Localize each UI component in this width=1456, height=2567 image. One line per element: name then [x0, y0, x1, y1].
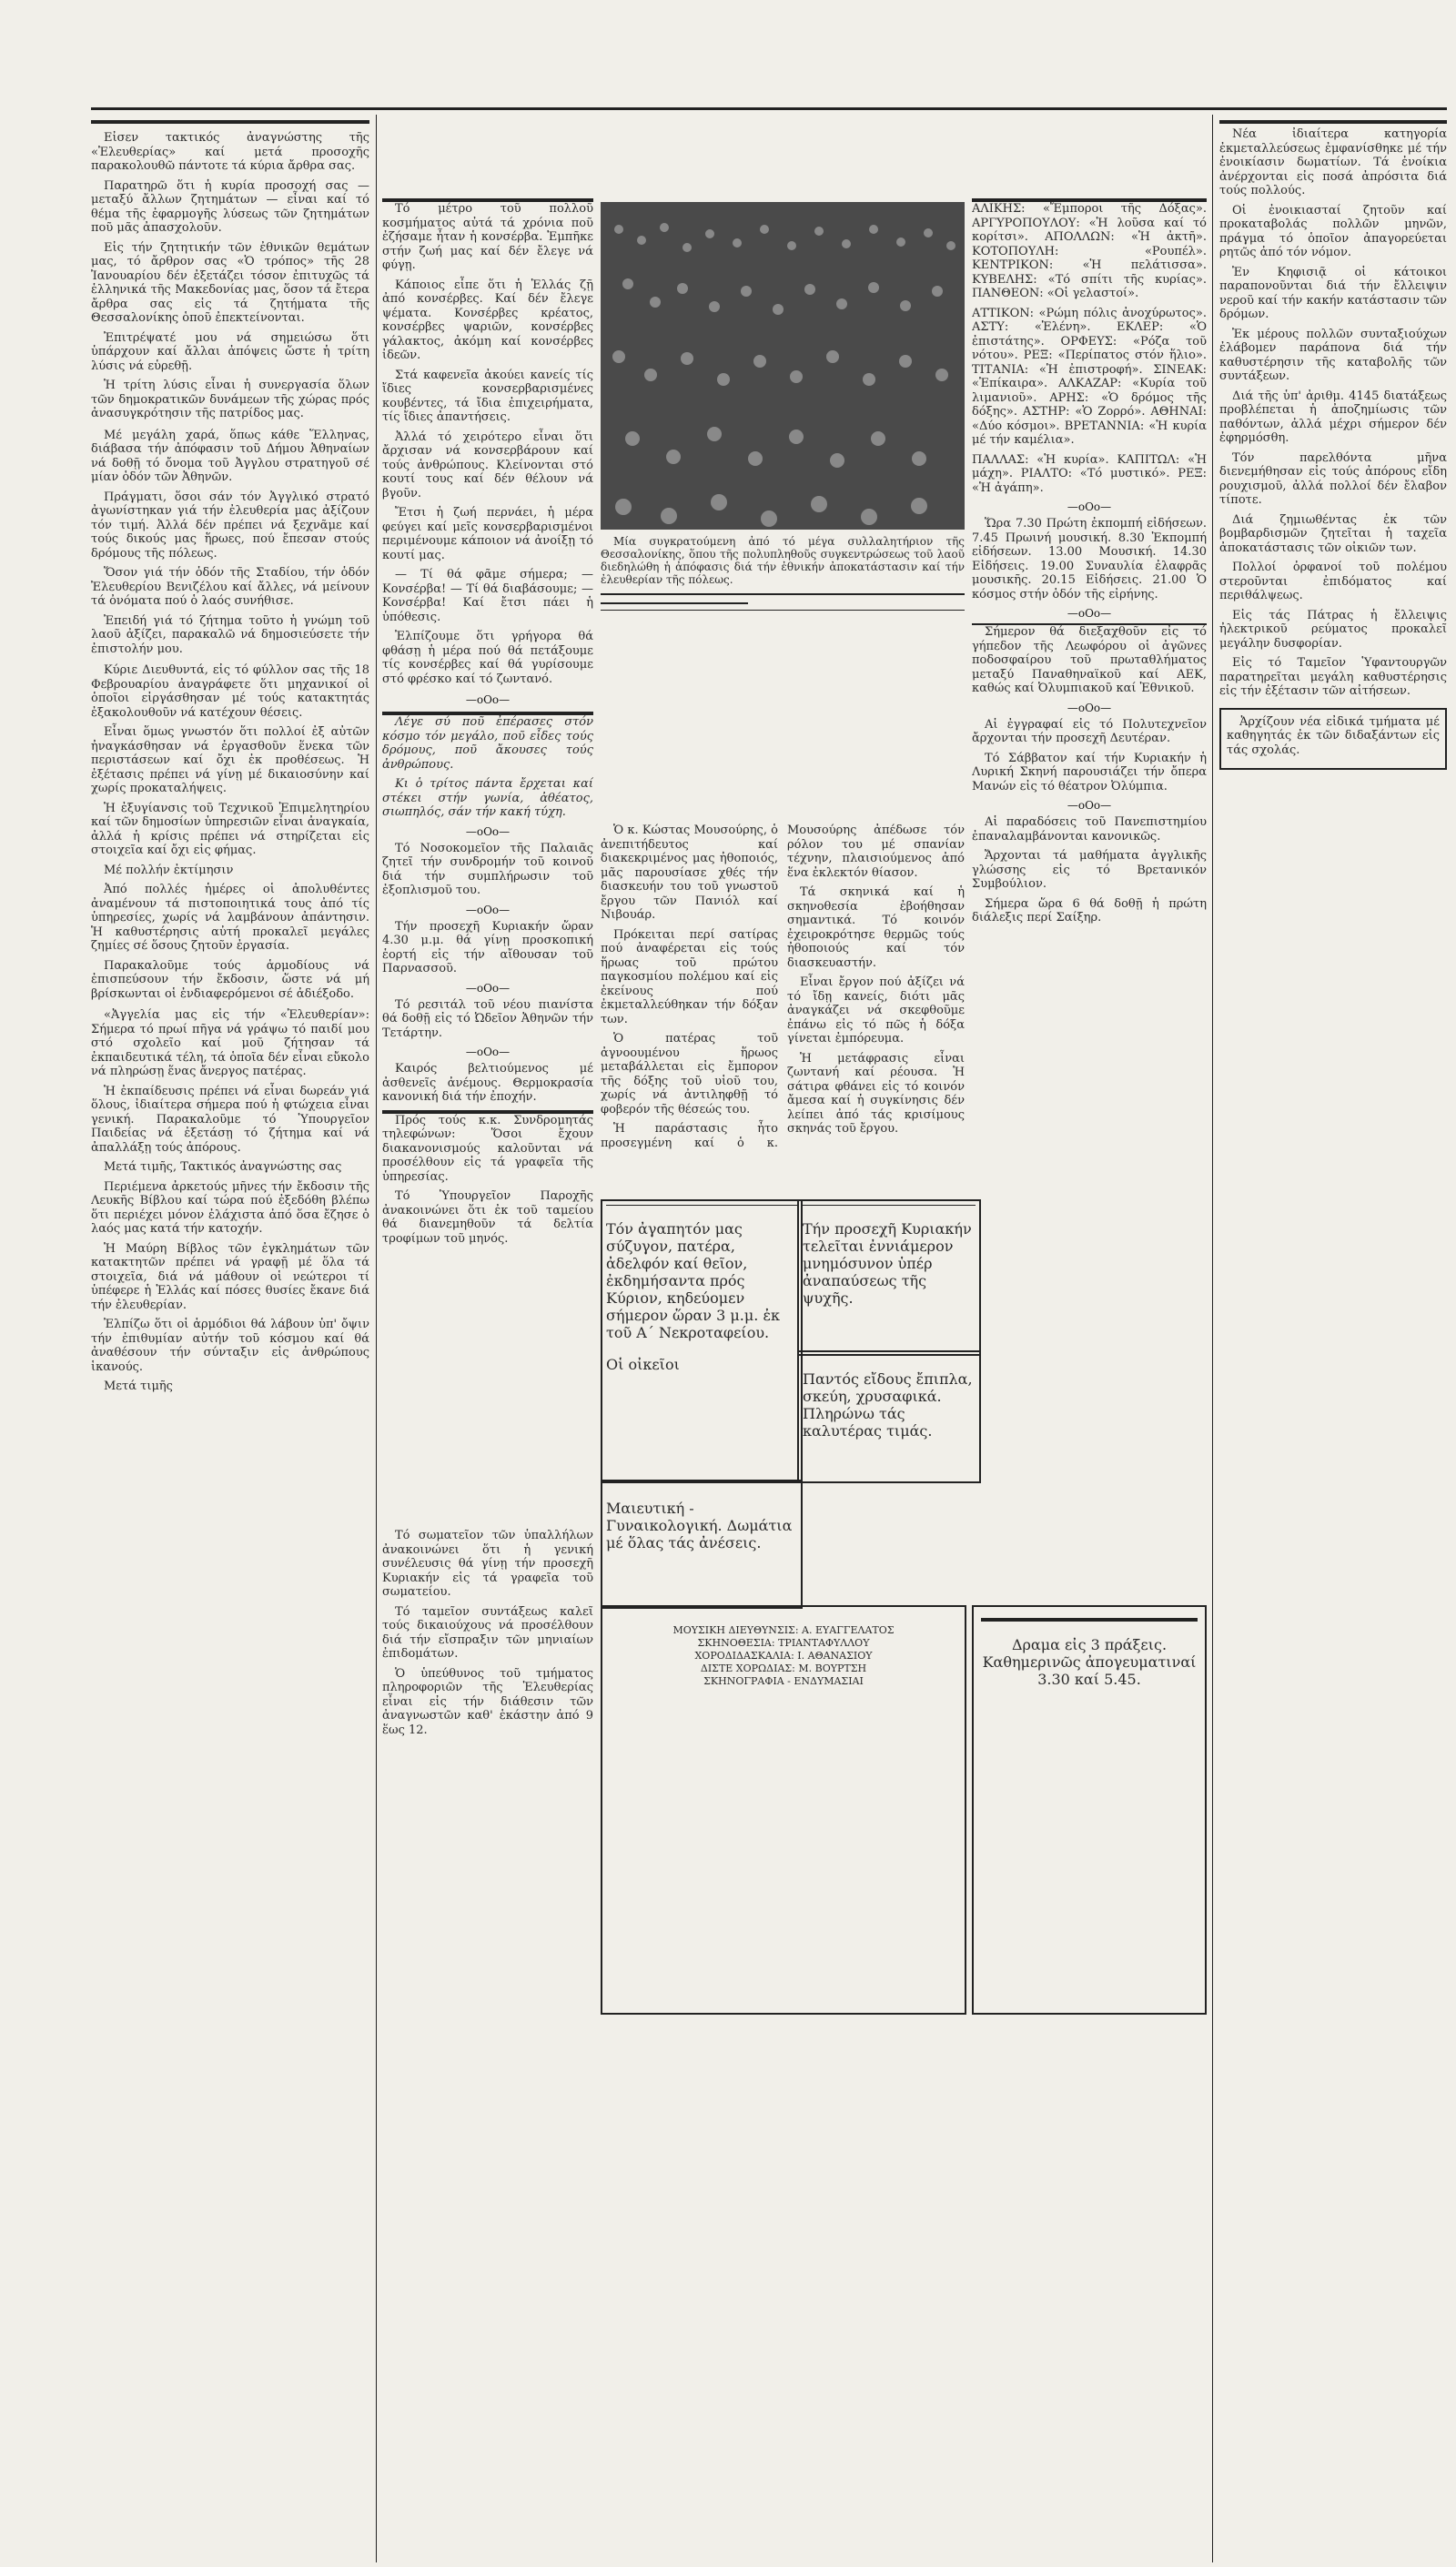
col2-lower — [382, 1529, 593, 2557]
complaint-body: Εἰς τάς Πάτρας ἡ ἔλλειψις ἠλεκτρικοῦ ρεύματος προκαλεῖ μεγάλην δυσφορίαν. — [1219, 608, 1447, 651]
section-body: Τό ρεσιτάλ τοῦ νέου πιανίστα θά δοθῇ εἰς τό Ὠδεῖον Ἀθηνῶν τήν Τετάρτην. — [382, 997, 593, 1040]
section-body: Τήν προσεχῆ Κυριακήν ὥραν 4.30 μ.μ. θά γίνῃ προσκοπική ἑορτή εἰς τήν αἴθουσαν τοῦ Παρνασσοῦ. — [382, 919, 593, 975]
mnimosynon-title — [803, 1205, 976, 1206]
separator: —οΟο— — [1067, 701, 1112, 714]
complaints-body: Νέα ἰδιαίτερα κατηγορία ἐκμεταλλεύσεως ἐμφανίσθηκε μέ τήν ἐνοικίασιν δωματίων. Τά ἐνοίκια ἀνέρχονται εἰς ποσά ἀπρόσιτα διά τούς πολλούς. Οἱ ἐνοικιασταί ζητοῦν καί προκαταβολάς πολλῶν μηνῶν, πράγμα τό ὁποῖον ἀπαγορεύεται ρητῶς ἀπό τόν νόμον. — [1219, 127, 1447, 259]
opera-credits: ΜΟΥΣΙΚΗ ΔΙΕΥΘΥΝΣΙΣ: Α. ΕΥΑΓΓΕΛΑΤΟΣ ΣΚΗΝΟΘΕΣΙΑ: ΤΡΙΑΝΤΑΦΥΛΛΟΥ ΧΟΡΟΔΙΔΑΣΚΑΛΙΑ: Ι. ΑΘΑΝΑΣΙΟΥ ΔΙΣΤΕ ΧΟΡΩΔΙΑΣ: Μ. ΒΟΥΡΤΣΗ ΣΚΗΝΟΓΡΑΦΙΑ - ΕΝΔΥΜΑΣΙΑΙ — [672, 1624, 895, 1687]
theatre-list: ΑΛΙΚΗΣ: «Ἔμποροι τῆς Δόξας». ΑΡΓΥΡΟΠΟΥΛΟΥ: «Ἡ λοῦσα καί τό κορίτσι». ΑΠΟΛΛΩΝ: «Ἡ ἀκτῆ». ΚΟΤΟΠΟΥΛΗ: «Ρουπέλ». ΚΕΝΤΡΙΚΟΝ: «Ἡ πελάτισσα». ΚΥΒΕΛΗΣ: «Τό σπίτι τῆς κυρίας». ΠΑΝΘΕΟΝ: «Οἱ γελαστοί». — [972, 202, 1207, 300]
agorazo-body: Παντός εἴδους ἔπιπλα, σκεύη, χρυσαφικά. Πληρώνω τάς καλυτέρας τιμάς. — [803, 1370, 973, 1440]
complaint-body: Διά ζημιωθέντας ἐκ τῶν βομβαρδισμῶν ζητεῖται ἡ ταχεῖα ἀποκατάστασις τῶν οἰκιῶν των. — [1219, 512, 1447, 555]
letter-body: Εἰσεν τακτικός ἀναγνώστης τῆς «Ἐλευθερίας» καί μετά προσοχῆς παρακολουθῶ πάντοτε τά κύρια ἄρθρα σας. Παρατηρῶ ὅτι ἡ κυρία προσοχή σας — μεταξύ ἄλλων ζητημάτων — εἶναι καί τό θέμα τῆς ἐφαρμογῆς λύσεως τῶν ζητημάτων ποῦ μᾶς ἀπασχολοῦν. Εἰς τήν ζητητικήν τῶν ἐθνικῶν θεμάτων μας, τό ἄρθρον σας «Ὁ τρόπος» τῆς 28 Ἰανουαρίου δέν ἐξετάζει τόσον ἐπιτυχῶς τά ἑλληνικά τῆς Μακεδονίας μας, ὅσον τά ἔτερα ἄρθρα σας εἰς τά ζητήματα τῆς Θεσσαλονίκης ὁποῦ ἐπεκτείνονται. Ἐπιτρέψατέ μου νά σημειώσω ὅτι ὑπάρχουν καί ἄλλαι ἀπόψεις ὥστε ἡ τρίτη λύσις νά εὑρεθῇ. Ἡ τρίτη λύσις εἶναι ἡ συνεργασία ὅλων τῶν δημοκρατικῶν δυνάμεων τῆς χώρας πρός ἀνασυγκρότησιν τῆς πατρίδος μας. — [91, 131, 369, 420]
kideiai-box — [601, 1199, 803, 1483]
exam-ad — [1219, 708, 1447, 771]
matches-body: Σήμερον θά διεξαχθοῦν εἰς τό γήπεδον τῆς Λεωφόρου οἱ ἀγῶνες ποδοσφαίρου τοῦ πρωταθλήματος μεταξύ Παναθηναϊκοῦ καί ΑΕΚ, καθώς καί Ὀλυμπιακοῦ καί Ἐθνικοῦ. — [972, 625, 1207, 695]
anakoinosis-body: Πρός τούς κ.κ. Συνδρομητάς τηλεφώνων: Ὅσοι ἔχουν διακανονισμούς καλοῦνται νά προσέλθουν εἰς τά γραφεῖα τῆς ὑπηρεσίας. Τό Ὑπουργεῖον Παροχῆς ἀνακοινώνει ὅτι ἐκ τοῦ ταμείου θά διανεμηθοῦν τά δελτία τροφίμων τοῦ μηνός. — [382, 1113, 593, 1246]
complaint-body: Ἐν Κηφισιᾷ οἱ κάτοικοι παραπονοῦνται διά τήν ἔλλειψιν νεροῦ καί τήν κακήν κατάστασιν τῶν δρόμων. — [1219, 265, 1447, 321]
separator: —οΟο— — [1067, 500, 1112, 513]
letter-body: «Ἀγγελία μας εἰς τήν «Ἐλευθερίαν»: Σήμερα τό πρωί πῆγα νά γράψω τό παιδί μου στό σχολεῖο καί μοῦ ζήτησαν τά ἐκπαιδευτικά τέλη, τά ὁποῖα δέν εἶναι εὔκολο νά πληρώσῃ ἕνας ἄνεργος πατέρας. Ἡ ἐκπαίδευσις πρέπει νά εἶναι δωρεάν γιά ὅλους, ἰδιαίτερα σήμερα πού ἡ φτώχεια εἶναι γενική. Παρακαλοῦμε τό Ὑπουργεῖον Παιδείας νά ἐξετάσῃ τό ζήτημα καί νά ἀπαλλάξῃ τούς ἀπόρους. Μετά τιμῆς, Τακτικός ἀναγνώστης σας — [91, 1008, 369, 1174]
separator: —οΟο— — [1067, 607, 1112, 620]
kotopouli-body: Δραμα εἰς 3 πράξεις. Καθημερινῶς ἀπογευματιναί 3.30 καί 5.45. — [982, 1636, 1197, 1688]
col2-lower-body: Τό σωματεῖον τῶν ὑπαλλήλων ἀνακοινώνει ὅτι ἡ γενική συνέλευσις θά γίνῃ τήν προσεχῆ Κυριακήν εἰς τά γραφεῖα τοῦ σωματείου. Τό ταμεῖον συντάξεως καλεῖ τούς δικαιούχους νά προσέλθουν διά τήν εἴσπραξιν τῶν μηνιαίων ἐπιδομάτων. Ὁ ὑπεύθυνος τοῦ τμήματος πληροφοριῶν τῆς Ἐλευθερίας εἶναι εἰς τήν διάθεσιν τῶν ἀναγνωστῶν καθ' ἑκάστην ἀπό 9 ἕως 12. — [382, 1529, 593, 1737]
separator: —οΟο— — [465, 981, 511, 995]
exam-ad-body: Ἀρχίζουν νέα εἰδικά τμήματα μέ καθηγητάς ἐκ τῶν διδαξάντων εἰς τάς σχολάς. — [1227, 714, 1440, 757]
cinema-list: ΑΤΤΙΚΟΝ: «Ρώμη πόλις ἀνοχύρωτος». ΑΣΤΥ: «Ἑλένη». ΕΚΛΕΡ: «Ὁ ἐπιστάτης». ΟΡΦΕΥΣ: «Ρόζα τοῦ νότου». ΡΕΞ: «Περίπατος στόν ἥλιο». ΤΙΤΑΝΙΑ: «Ἡ ἐπιστροφή». ΣΙΝΕΑΚ: «Ἐπίκαιρα». ΑΛΚΑΖΑΡ: «Κυρία τοῦ λιμανιοῦ». ΑΡΗΣ: «Ὁ δρόμος τῆς δόξης». ΑΣΤΗΡ: «Ὁ Ζορρό». ΑΘΗΝΑΙ: «Δύο κόσμοι». ΒΡΕΤΑΝΝΙΑ: «Ἡ κυρία μέ τήν καμέλια». — [972, 306, 1207, 447]
konserves-body: Τό μέτρο τοῦ πολλοῦ κοσμήματος αὐτά τά χρόνια ποῦ ἐζήσαμε ἦταν ἡ κονσέρβα. Ἐμπῆκε στήν ζωή μας καί δέν ἔλεγε νά φύγῃ. Κάποιος εἶπε ὅτι ἡ Ἑλλάς ζῇ ἀπό κονσέρβες. Καί δέν ἔλεγε ψέματα. Κονσέρβες κρέατος, κονσέρβες ψαριῶν, κονσέρβες γάλακτος, ἀκόμη καί κονσέρβες ἰδεῶν. Στά καφενεῖα ἀκούει κανείς τίς ἴδιες κονσερβαρισμένες κουβέντες, τά ἴδια ἐπιχειρήματα, τίς ἴδιες ἀπαντήσεις. Ἀλλά τό χειρότερο εἶναι ὅτι ἄρχισαν νά κονσερβάρουν καί τούς ἀνθρώπους. Κλείνονται στό κουτί τους καί δέν θέλουν νά βγοῦν. Ἔτσι ἡ ζωή περνάει, ἡ μέρα φεύγει καί μεῖς κονσερβαρισμένοι περιμένουμε κάποιον νά ἀνοίξῃ τό κουτί μας. — Τί θά φᾶμε σήμερα; — Κονσέρβα! — Τί θά διαβάσουμε; — Κονσέρβα! Καί ἔτσι πάει ἡ ὑπόθεσις. Ἐλπίζουμε ὅτι γρήγορα θά φθάσῃ ἡ μέρα πού θά πετάξουμε τίς κονσέρβες καί θά γυρίσουμε στό φρέσκο καί τό ζωντανό. — [382, 202, 593, 686]
theatre-label — [601, 602, 748, 604]
university-body: Αἱ παραδόσεις τοῦ Πανεπιστημίου ἐπαναλαμβάνονται κανονικῶς. — [972, 815, 1207, 844]
clinic-body: Μαιευτική - Γυναικολογική. Δωμάτια μέ ὅλας τάς ἀνέσεις. — [606, 1500, 793, 1551]
lyric-body: Τό Σάββατον καί τήν Κυριακήν ἡ Λυρική Σκηνή παρουσιάζει τήν ὄπερα Μανών εἰς τό θέατρον Ὀλύμπια. — [972, 751, 1207, 793]
letter-body: Ἀπό πολλές ἡμέρες οἱ ἀπολυθέντες ἀναμένουν τά πιστοποιητικά τους ἀπό τίς ὑπηρεσίες, χωρίς νά λαμβάνουν ἀπάντησιν. Ἡ καθυστέρησις αὐτή προκαλεῖ μεγάλες ζημίες σέ ὅσους ζητοῦν ἐργασία. Παρακαλοῦμε τούς ἁρμοδίους νά ἐπισπεύσουν τήν ἔκδοσιν, ὥστε νά μή βρίσκωνται οἱ ἐνδιαφερόμενοι σέ ἀδιέξοδο. — [91, 883, 369, 1001]
letter-body: Μέ μεγάλη χαρά, ὅπως κάθε Ἕλληνας, διάβασα τήν ἀπόφασιν τοῦ Δήμου Ἀθηναίων νά δοθῇ τό ὄνομα τοῦ Ἀγγλου στρατηγοῦ σέ μίαν ὁδόν τῶν Ἀθηνῶν. Πράγματι, ὅσοι σάν τόν Ἀγγλικό στρατό ἀγωνίστηκαν γιά τήν ἐλευθερία μας ἀξίζουν τόν τιμή. Ἀλλά δέν πρέπει νά ξεχνᾶμε καί τούς δικούς μας ἥρωες, πού ἔπεσαν στούς δρόμους τῆς πόλεως. Ὅσον γιά τήν ὁδόν τῆς Σταδίου, τήν ὁδόν Ἐλευθερίου Βενιζέλου καί ἄλλες, νά μείνουν τά ὀνόματα πού ὁ λαός συνήθισε. Ἐπειδή γιά τό ζήτημα τοῦτο ἡ γνώμη τοῦ λαοῦ ἀξίζει, παρακαλῶ νά δημοσιεύσετε τήν ἐπιστολήν μου. — [91, 428, 369, 656]
complaints-title — [1219, 120, 1447, 124]
tritos-poem: Λέγε σύ ποῦ ἐπέρασες στόν κόσμο τόν μεγάλο, ποῦ εἶδες τούς δρόμους, ποῦ ἄκουσες τούς ἀνθρώπους. Κι ὁ τρίτος πάντα ἔρχεται καί στέκει στήν γωνία, ἀθέατος, σιωπηλός, σάν τήν κακή τύχη. — [382, 715, 593, 819]
section-body: Τό Νοσοκομεῖον τῆς Παλαιᾶς ζητεῖ τήν συνδρομήν τοῦ κοινοῦ διά τήν συμπλήρωσιν τοῦ ἐξοπλισμοῦ του. — [382, 841, 593, 897]
masthead-rule — [91, 107, 1447, 110]
rally-photo — [601, 202, 965, 530]
complaint-body: Ἐκ μέρους πολλῶν συνταξιούχων ἐλάβομεν παράπονα διά τήν καθυστέρησιν τῆς καταβολῆς τῶν συντάξεων. — [1219, 327, 1447, 383]
kideiai-title — [606, 1205, 797, 1206]
separator: —οΟο— — [1067, 799, 1112, 812]
complaints-column — [1219, 120, 1447, 2545]
radio-body: Ὥρα 7.30 Πρώτη ἐκπομπή εἰδήσεων. 7.45 Πρωινή μουσική. 8.30 Ἐκπομπή εἰδήσεων. 13.00 Μουσική. 14.30 Εἰδήσεις. 19.00 Συναυλία ἐλαφρᾶς μουσικῆς. 20.15 Εἰδήσεις. 21.00 Ὁ κόσμος στήν ὁδόν τῆς εἰρήνης. — [972, 517, 1207, 601]
letter-body: Περιέμενα ἀρκετούς μῆνες τήν ἔκδοσιν τῆς Λευκῆς Βίβλου καί τώρα πού ἐξεδόθη βλέπω ὅτι περιέχει μόνον ἐλάχιστα ἀπό ὅσα ἔζησε ὁ λαός μας κατά τήν κατοχήν. Ἡ Μαύρη Βίβλος τῶν ἐγκλημάτων τῶν κατακτητῶν πρέπει νά γραφῇ μέ ὅλα τά στοιχεῖα, διά νά μάθουν οἱ νεώτεροι τί ὑπέφερε ἡ Ἑλλάς καί πόσες θυσίες ἔκανε διά τήν ἐλευθερίαν. Ἐλπίζω ὅτι οἱ ἁρμόδιοι θά λάβουν ὑπ' ὄψιν τήν ἐπιθυμίαν αὐτήν τοῦ κόσμου καί θά ἀναθέσουν τήν σύνταξιν εἰς ἀνθρώπους ἱκανούς. Μετά τιμῆς — [91, 1179, 369, 1393]
letters-title — [91, 120, 369, 124]
section-body: Καιρός βελτιούμενος μέ ἀσθενεῖς ἀνέμους. Θερμοκρασία κανονική διά τήν ἐποχήν. — [382, 1062, 593, 1104]
separator: —οΟο— — [465, 824, 511, 838]
opera-ad — [601, 1605, 966, 2015]
complaint-body: Πολλοί ὀρφανοί τοῦ πολέμου στεροῦνται ἐπιδόματος καί περιθάλψεως. — [1219, 561, 1447, 602]
kotopouli-name — [981, 1618, 1198, 1622]
clinic-ad — [601, 1480, 803, 1609]
polytechnic-body: Αἱ ἐγγραφαί εἰς τό Πολυτεχνεῖον ἄρχονται τήν προσεχῆ Δευτέραν. — [972, 717, 1207, 745]
complaint-body: Εἰς τό Ταμεῖον Ὑφαντουργῶν παρατηρεῖται μεγάλη καθυστέρησις εἰς τήν ἐξέτασιν τῶν αἰτήσεων. — [1219, 656, 1447, 698]
photo-caption: Μία συγκρατούμενη ἀπό τό μέγα συλλαλητήριον τῆς Θεσσαλονίκης, ὅπου τῆς πολυπληθοῦς συγκεντρώσεως τοῦ λαοῦ διεδηλώθη ἡ ἀπόφασις διά τήν ἐθνικήν ἀποκατάστασιν καί τήν ἐλευθερίαν τῆς πόλεως. — [601, 535, 965, 586]
letters-column — [91, 120, 369, 2545]
column-divider — [376, 115, 377, 2562]
english-body: Ἄρχονται τά μαθήματα ἀγγλικῆς γλώσσης εἰς τό Βρετανικόν Συμβούλιον. — [972, 849, 1207, 891]
column-divider — [1212, 115, 1213, 2562]
complaint-body: Τόν παρελθόντα μῆνα διενεμήθησαν εἰς τούς ἀπόρους εἴδη ρουχισμοῦ, ἀλλά πολλοί δέν ἔλαβον τίποτε. — [1219, 450, 1447, 507]
kotopouli-ad — [972, 1605, 1207, 2015]
saiser-body: Σήμερα ὥρα 6 θά δοθῇ ἡ πρώτη διάλεξις περί Σαίξηρ. — [972, 896, 1207, 925]
piraeus-list: ΠΑΛΛΑΣ: «Ἡ κυρία». ΚΑΠΙΤΩΛ: «Ἡ μάχη». ΡΙΑΛΤΟ: «Τό μυστικό». ΡΕΞ: «Ἡ ἀγάπη». — [972, 452, 1207, 495]
theamata-column — [972, 198, 1207, 1536]
mnimosynon-box — [797, 1199, 981, 1356]
complaint-body: Διά τῆς ὑπ' ἀριθμ. 4145 διατάξεως προβλέπεται ἡ ἀποζημίωσις τῶν παθόντων, ἀλλά μέχρι σήμερον δέν ἐφηρμόσθη. — [1219, 389, 1447, 445]
rule — [601, 593, 965, 595]
mnimosynon-body: Τήν προσεχῆ Κυριακήν τελεῖται ἐννιάμερον μνημόσυνον ὑπέρ ἀναπαύσεως τῆς ψυχῆς. — [803, 1220, 972, 1307]
agorazo-box — [797, 1350, 981, 1483]
separator: —οΟο— — [465, 903, 511, 916]
separator: —οΟο— — [465, 693, 511, 706]
konserves-column — [382, 198, 593, 1518]
separator: —οΟο— — [465, 1046, 511, 1058]
kideiai-body: Τόν ἀγαπητόν μας σύζυγον, πατέρα, ἀδελφόν καί θεῖον, ἐκδημήσαντα πρός Κύριον, κηδεύομεν σήμερον ὥραν 3 μ.μ. ἐκ τοῦ Α΄ Νεκροταφείου. Οἱ οἰκεῖοι — [606, 1220, 781, 1373]
play-review: Ὁ κ. Κώστας Μουσούρης, ὁ ἀνεπιτήδευτος καί διακεκριμένος μας ἠθοποιός, μᾶς παρουσίασε χθές τήν διασκευήν του τοῦ γνωστοῦ ἔργου τῶν Πανιόλ καί Νιβουάρ. Πρόκειται περί σατίρας πού ἀναφέρεται εἰς τούς ἥρωας τοῦ πρώτου παγκοσμίου πολέμου καί εἰς ἐκείνους πού ἐκμεταλλεύθηκαν τήν δόξαν των. Ὁ πατέρας τοῦ ἀγνοουμένου ἥρωος μεταβάλλεται εἰς ἔμπορον τῆς δόξης τοῦ υἱοῦ του, χωρίς νά ἀντιληφθῇ τό φοβερόν τῆς θέσεώς του. Ἡ παράστασις ἦτο προσεγμένη καί ὁ κ. Μουσούρης ἀπέδωσε τόν ρόλον του μέ σπανίαν τέχνην, πλαισιούμενος ἀπό ἕνα ἐκλεκτόν θίασον. Τά σκηνικά καί ἡ σκηνοθεσία ἐβοήθησαν σημαντικά. Τό κοινόν ἐχειροκρότησε θερμῶς τούς ἠθοποιούς καί τόν διασκευαστήν. Εἶναι ἔργον πού ἀξίζει νά τό ἴδῃ κανείς, διότι μᾶς ἀναγκάζει νά σκεφθοῦμε ἐπάνω εἰς τό πῶς ἡ δόξα γίνεται ἐμπόρευμα. Ἡ μετάφρασις εἶναι ζωντανή καί ρέουσα. Ἡ σάτιρα φθάνει εἰς τό κοινόν ἄμεσα καί ἡ συγκίνησις δέν λείπει ἀπό τάς κρισίμους σκηνάς τοῦ ἔργου. — [601, 824, 965, 1150]
letter-body: Κύριε Διευθυντά, εἰς τό φύλλον σας τῆς 18 Φεβρουαρίου ἀναγράφετε ὅτι μηχανικοί οἱ ὁποῖοι εἰργάσθησαν μέ τούς κατακτητάς ἐξακολουθοῦν νά κατέχουν θέσεις. Εἶναι ὅμως γνωστόν ὅτι πολλοί ἐξ αὐτῶν ἠναγκάσθησαν νά ἐργασθοῦν ἕνεκα τῶν περιστάσεων καί ὄχι ἐκ προθέσεως. Ἡ ἐξέτασις πρέπει νά γίνῃ μέ δικαιοσύνην καί χωρίς προκαταλήψεις. Ἡ ἐξυγίανσις τοῦ Τεχνικοῦ Ἐπιμελητηρίου καί τῶν δημοσίων ὑπηρεσιῶν εἶναι ἀναγκαία, ἀλλά ἡ κρίσις πρέπει νά στηρίζεται εἰς στοιχεῖα καί ὄχι εἰς φήμας. Μέ πολλήν ἐκτίμησιν — [91, 663, 369, 877]
play-venue — [601, 610, 965, 611]
